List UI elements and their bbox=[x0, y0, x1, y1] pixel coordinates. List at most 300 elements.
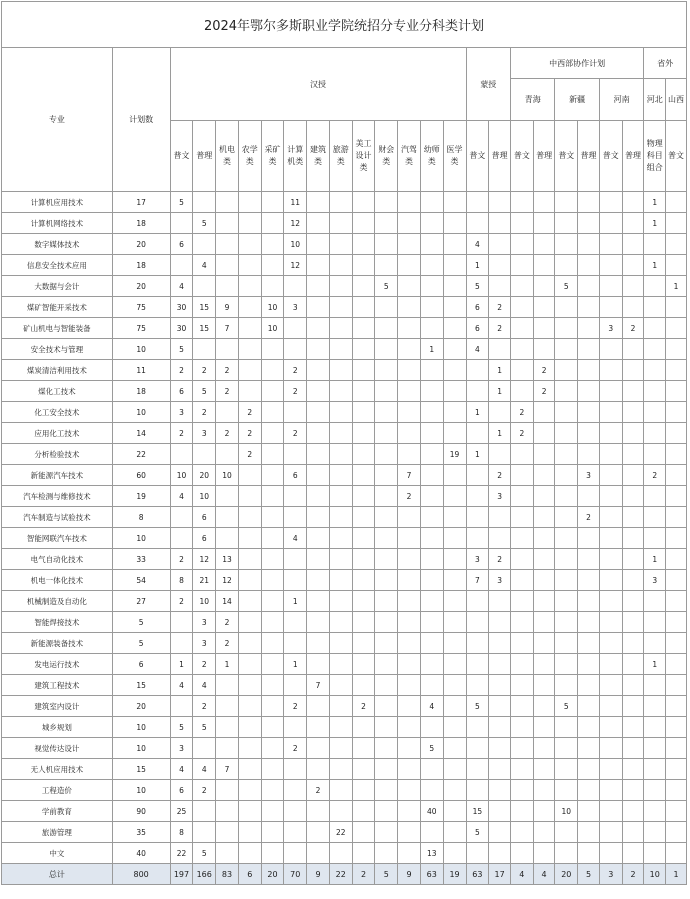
quota-cell bbox=[375, 843, 398, 864]
quota-cell: 4 bbox=[420, 696, 443, 717]
total-cell: 4 bbox=[510, 864, 533, 885]
quota-cell bbox=[170, 255, 193, 276]
quota-cell: 15 bbox=[193, 297, 216, 318]
quota-cell bbox=[599, 696, 622, 717]
quota-cell bbox=[555, 780, 578, 801]
quota-cell bbox=[352, 675, 375, 696]
quota-cell: 2 bbox=[489, 297, 511, 318]
quota-cell bbox=[284, 339, 307, 360]
quota-cell bbox=[216, 717, 239, 738]
major-name: 旅游管理 bbox=[2, 822, 113, 843]
quota-cell bbox=[510, 612, 533, 633]
quota-cell bbox=[622, 591, 644, 612]
quota-cell bbox=[398, 738, 421, 759]
quota-cell: 1 bbox=[489, 423, 511, 444]
quota-cell bbox=[555, 591, 578, 612]
quota-cell bbox=[622, 612, 644, 633]
quota-cell bbox=[216, 675, 239, 696]
quota-cell bbox=[420, 591, 443, 612]
quota-cell bbox=[555, 507, 578, 528]
quota-cell: 1 bbox=[420, 339, 443, 360]
major-name: 智能网联汽车技术 bbox=[2, 528, 113, 549]
quota-cell bbox=[489, 654, 511, 675]
quota-cell bbox=[489, 402, 511, 423]
quota-cell bbox=[375, 591, 398, 612]
quota-cell bbox=[578, 822, 600, 843]
quota-cell bbox=[238, 339, 261, 360]
quota-cell bbox=[420, 549, 443, 570]
quota-cell: 2 bbox=[193, 654, 216, 675]
quota-cell bbox=[466, 528, 489, 549]
quota-cell bbox=[238, 759, 261, 780]
quota-cell bbox=[352, 738, 375, 759]
quota-cell bbox=[352, 444, 375, 465]
quota-cell bbox=[261, 339, 284, 360]
quota-cell bbox=[375, 423, 398, 444]
quota-cell bbox=[622, 801, 644, 822]
quota-cell bbox=[555, 759, 578, 780]
quota-cell bbox=[352, 255, 375, 276]
quota-cell bbox=[533, 234, 555, 255]
quota-cell bbox=[261, 486, 284, 507]
quota-cell bbox=[398, 570, 421, 591]
plan-total: 10 bbox=[112, 738, 170, 759]
quota-cell bbox=[644, 801, 666, 822]
quota-cell bbox=[375, 381, 398, 402]
quota-cell bbox=[443, 801, 466, 822]
column-header: 普文 bbox=[466, 121, 489, 192]
quota-cell bbox=[443, 213, 466, 234]
quota-cell bbox=[555, 717, 578, 738]
quota-cell bbox=[307, 507, 330, 528]
quota-cell bbox=[307, 360, 330, 381]
quota-cell bbox=[599, 192, 622, 213]
quota-cell bbox=[284, 570, 307, 591]
quota-cell bbox=[489, 507, 511, 528]
quota-cell: 13 bbox=[216, 549, 239, 570]
quota-cell bbox=[307, 759, 330, 780]
quota-cell bbox=[666, 402, 687, 423]
quota-cell bbox=[375, 444, 398, 465]
quota-cell bbox=[329, 465, 352, 486]
quota-cell bbox=[489, 591, 511, 612]
quota-cell: 2 bbox=[284, 738, 307, 759]
major-name: 无人机应用技术 bbox=[2, 759, 113, 780]
quota-cell bbox=[666, 339, 687, 360]
quota-cell: 2 bbox=[170, 423, 193, 444]
table-row bbox=[2, 612, 687, 633]
table-row bbox=[2, 780, 687, 801]
quota-cell bbox=[489, 780, 511, 801]
quota-cell: 2 bbox=[284, 423, 307, 444]
quota-cell bbox=[510, 192, 533, 213]
quota-cell bbox=[307, 255, 330, 276]
quota-cell bbox=[352, 192, 375, 213]
quota-cell bbox=[644, 444, 666, 465]
quota-cell bbox=[216, 528, 239, 549]
plan-total: 20 bbox=[112, 276, 170, 297]
quota-cell: 4 bbox=[466, 234, 489, 255]
quota-cell: 5 bbox=[466, 696, 489, 717]
quota-cell bbox=[352, 381, 375, 402]
quota-cell bbox=[443, 465, 466, 486]
quota-cell bbox=[599, 465, 622, 486]
quota-cell bbox=[666, 465, 687, 486]
major-name: 建筑室内设计 bbox=[2, 696, 113, 717]
quota-cell: 14 bbox=[216, 591, 239, 612]
quota-cell bbox=[644, 339, 666, 360]
quota-cell bbox=[622, 234, 644, 255]
quota-cell bbox=[443, 696, 466, 717]
quota-cell: 10 bbox=[216, 465, 239, 486]
quota-cell: 2 bbox=[578, 507, 600, 528]
quota-cell: 13 bbox=[420, 843, 443, 864]
quota-cell: 4 bbox=[193, 675, 216, 696]
column-header: 农学类 bbox=[238, 121, 261, 192]
quota-cell bbox=[375, 717, 398, 738]
quota-cell bbox=[193, 444, 216, 465]
quota-cell bbox=[238, 486, 261, 507]
quota-cell bbox=[666, 654, 687, 675]
major-name: 信息安全技术应用 bbox=[2, 255, 113, 276]
quota-cell bbox=[284, 843, 307, 864]
quota-cell: 2 bbox=[510, 402, 533, 423]
header-qinghai: 青海 bbox=[510, 79, 554, 121]
quota-cell: 2 bbox=[193, 780, 216, 801]
quota-cell: 6 bbox=[170, 234, 193, 255]
quota-cell bbox=[622, 255, 644, 276]
quota-cell: 1 bbox=[489, 381, 511, 402]
quota-cell bbox=[510, 276, 533, 297]
quota-cell bbox=[510, 591, 533, 612]
quota-cell bbox=[261, 738, 284, 759]
quota-cell bbox=[329, 381, 352, 402]
quota-cell bbox=[329, 192, 352, 213]
quota-cell bbox=[466, 654, 489, 675]
quota-cell: 2 bbox=[533, 381, 555, 402]
quota-cell bbox=[622, 675, 644, 696]
quota-cell bbox=[307, 570, 330, 591]
major-name: 智能焊接技术 bbox=[2, 612, 113, 633]
quota-cell bbox=[510, 549, 533, 570]
column-header: 普文 bbox=[170, 121, 193, 192]
plan-total: 15 bbox=[112, 759, 170, 780]
quota-cell bbox=[398, 612, 421, 633]
total-cell: 1 bbox=[666, 864, 687, 885]
plan-total: 10 bbox=[112, 339, 170, 360]
table-row bbox=[2, 843, 687, 864]
quota-cell bbox=[555, 654, 578, 675]
quota-cell: 2 bbox=[216, 423, 239, 444]
quota-cell bbox=[443, 423, 466, 444]
quota-cell bbox=[510, 234, 533, 255]
quota-cell bbox=[622, 738, 644, 759]
quota-cell bbox=[193, 276, 216, 297]
quota-cell bbox=[666, 696, 687, 717]
quota-cell bbox=[666, 192, 687, 213]
table-row bbox=[2, 507, 687, 528]
quota-cell: 4 bbox=[284, 528, 307, 549]
quota-cell bbox=[352, 276, 375, 297]
quota-cell bbox=[284, 675, 307, 696]
table-row bbox=[2, 444, 687, 465]
quota-cell: 4 bbox=[170, 486, 193, 507]
quota-cell bbox=[307, 339, 330, 360]
quota-cell bbox=[466, 759, 489, 780]
quota-cell bbox=[261, 234, 284, 255]
quota-cell bbox=[466, 192, 489, 213]
plan-total: 15 bbox=[112, 675, 170, 696]
major-name: 大数据与会计 bbox=[2, 276, 113, 297]
quota-cell bbox=[307, 801, 330, 822]
quota-cell bbox=[644, 528, 666, 549]
plan-total: 33 bbox=[112, 549, 170, 570]
quota-cell bbox=[599, 549, 622, 570]
quota-cell bbox=[398, 318, 421, 339]
quota-cell bbox=[533, 822, 555, 843]
quota-cell bbox=[352, 822, 375, 843]
quota-cell: 3 bbox=[489, 486, 511, 507]
quota-cell bbox=[489, 255, 511, 276]
quota-cell bbox=[329, 591, 352, 612]
quota-cell bbox=[644, 696, 666, 717]
quota-cell bbox=[238, 297, 261, 318]
quota-cell bbox=[284, 822, 307, 843]
major-name: 数字媒体技术 bbox=[2, 234, 113, 255]
plan-total: 54 bbox=[112, 570, 170, 591]
quota-cell: 3 bbox=[170, 402, 193, 423]
table-row bbox=[2, 696, 687, 717]
table-row bbox=[2, 675, 687, 696]
quota-cell: 2 bbox=[216, 381, 239, 402]
quota-cell bbox=[398, 339, 421, 360]
quota-cell: 2 bbox=[193, 402, 216, 423]
quota-cell bbox=[622, 276, 644, 297]
quota-cell bbox=[578, 654, 600, 675]
quota-cell bbox=[599, 423, 622, 444]
quota-cell bbox=[510, 213, 533, 234]
quota-cell: 6 bbox=[170, 381, 193, 402]
quota-cell bbox=[216, 276, 239, 297]
quota-cell bbox=[170, 696, 193, 717]
total-cell: 63 bbox=[420, 864, 443, 885]
quota-cell bbox=[622, 570, 644, 591]
quota-cell bbox=[329, 297, 352, 318]
quota-cell: 10 bbox=[284, 234, 307, 255]
quota-cell: 2 bbox=[352, 696, 375, 717]
quota-cell bbox=[510, 801, 533, 822]
quota-cell bbox=[489, 192, 511, 213]
quota-cell: 12 bbox=[284, 213, 307, 234]
major-name: 发电运行技术 bbox=[2, 654, 113, 675]
quota-cell bbox=[193, 822, 216, 843]
quota-cell bbox=[375, 654, 398, 675]
quota-cell bbox=[533, 738, 555, 759]
quota-cell bbox=[599, 780, 622, 801]
column-header: 汽驾类 bbox=[398, 121, 421, 192]
plan-total: 35 bbox=[112, 822, 170, 843]
quota-cell bbox=[533, 549, 555, 570]
quota-cell bbox=[533, 318, 555, 339]
table-row bbox=[2, 255, 687, 276]
quota-cell bbox=[443, 822, 466, 843]
quota-cell bbox=[170, 444, 193, 465]
quota-cell bbox=[666, 570, 687, 591]
quota-cell bbox=[329, 423, 352, 444]
major-name: 中文 bbox=[2, 843, 113, 864]
quota-cell bbox=[666, 360, 687, 381]
quota-cell bbox=[466, 717, 489, 738]
quota-cell bbox=[666, 633, 687, 654]
quota-cell bbox=[352, 360, 375, 381]
quota-cell bbox=[398, 402, 421, 423]
table-row bbox=[2, 570, 687, 591]
quota-cell bbox=[510, 717, 533, 738]
total-cell: 20 bbox=[555, 864, 578, 885]
table-row bbox=[2, 381, 687, 402]
quota-cell bbox=[352, 318, 375, 339]
quota-cell bbox=[238, 654, 261, 675]
quota-cell bbox=[261, 213, 284, 234]
quota-cell bbox=[599, 213, 622, 234]
plan-total: 18 bbox=[112, 213, 170, 234]
quota-cell: 6 bbox=[466, 318, 489, 339]
quota-cell bbox=[329, 234, 352, 255]
quota-cell bbox=[352, 486, 375, 507]
table-row bbox=[2, 297, 687, 318]
quota-cell bbox=[261, 717, 284, 738]
quota-cell: 2 bbox=[489, 549, 511, 570]
quota-cell bbox=[398, 192, 421, 213]
quota-cell bbox=[329, 780, 352, 801]
quota-cell bbox=[307, 822, 330, 843]
quota-cell bbox=[510, 696, 533, 717]
major-name: 城乡规划 bbox=[2, 717, 113, 738]
quota-cell bbox=[555, 612, 578, 633]
quota-cell bbox=[375, 612, 398, 633]
quota-cell bbox=[307, 192, 330, 213]
plan-total: 40 bbox=[112, 843, 170, 864]
quota-cell: 5 bbox=[555, 696, 578, 717]
quota-cell bbox=[489, 696, 511, 717]
quota-cell bbox=[489, 276, 511, 297]
quota-cell bbox=[555, 822, 578, 843]
quota-cell bbox=[578, 381, 600, 402]
quota-cell bbox=[375, 570, 398, 591]
quota-cell bbox=[533, 276, 555, 297]
quota-cell bbox=[466, 507, 489, 528]
quota-cell bbox=[307, 549, 330, 570]
quota-cell bbox=[216, 486, 239, 507]
quota-cell bbox=[420, 612, 443, 633]
quota-cell: 7 bbox=[216, 759, 239, 780]
quota-cell bbox=[555, 339, 578, 360]
major-name: 学前教育 bbox=[2, 801, 113, 822]
quota-cell bbox=[216, 843, 239, 864]
quota-cell bbox=[375, 696, 398, 717]
quota-cell bbox=[555, 192, 578, 213]
total-cell: 5 bbox=[578, 864, 600, 885]
quota-cell bbox=[666, 717, 687, 738]
column-header: 美工设计类 bbox=[352, 121, 375, 192]
quota-cell bbox=[622, 822, 644, 843]
quota-cell bbox=[307, 423, 330, 444]
column-header: 建筑类 bbox=[307, 121, 330, 192]
quota-cell bbox=[307, 696, 330, 717]
quota-cell bbox=[352, 654, 375, 675]
quota-cell bbox=[238, 234, 261, 255]
quota-cell bbox=[398, 213, 421, 234]
quota-cell: 3 bbox=[193, 423, 216, 444]
quota-cell bbox=[555, 255, 578, 276]
grand-total: 800 bbox=[112, 864, 170, 885]
quota-cell bbox=[443, 675, 466, 696]
header-henan: 河南 bbox=[599, 79, 643, 121]
quota-cell bbox=[510, 465, 533, 486]
quota-cell bbox=[578, 780, 600, 801]
plan-total: 5 bbox=[112, 633, 170, 654]
quota-cell bbox=[284, 717, 307, 738]
quota-cell bbox=[375, 801, 398, 822]
quota-cell bbox=[261, 570, 284, 591]
plan-total: 5 bbox=[112, 612, 170, 633]
quota-cell: 5 bbox=[170, 192, 193, 213]
quota-cell: 30 bbox=[170, 297, 193, 318]
quota-cell bbox=[420, 507, 443, 528]
quota-cell bbox=[375, 633, 398, 654]
quota-cell: 5 bbox=[170, 717, 193, 738]
quota-cell: 12 bbox=[193, 549, 216, 570]
header-han: 汉授 bbox=[170, 48, 466, 121]
quota-cell bbox=[533, 528, 555, 549]
quota-cell bbox=[238, 465, 261, 486]
quota-cell bbox=[466, 381, 489, 402]
column-header: 普理 bbox=[578, 121, 600, 192]
quota-cell bbox=[375, 780, 398, 801]
quota-cell bbox=[510, 444, 533, 465]
quota-cell bbox=[261, 255, 284, 276]
total-cell: 5 bbox=[375, 864, 398, 885]
quota-cell bbox=[555, 360, 578, 381]
quota-cell bbox=[329, 318, 352, 339]
quota-cell bbox=[352, 591, 375, 612]
quota-cell bbox=[238, 528, 261, 549]
quota-cell bbox=[666, 297, 687, 318]
table-row bbox=[2, 402, 687, 423]
quota-cell bbox=[284, 801, 307, 822]
quota-cell bbox=[329, 675, 352, 696]
quota-cell bbox=[420, 297, 443, 318]
quota-cell bbox=[666, 234, 687, 255]
quota-cell bbox=[307, 318, 330, 339]
quota-cell bbox=[578, 255, 600, 276]
column-header: 计算机类 bbox=[284, 121, 307, 192]
quota-cell bbox=[578, 444, 600, 465]
quota-cell bbox=[329, 507, 352, 528]
quota-cell bbox=[443, 318, 466, 339]
plan-total: 60 bbox=[112, 465, 170, 486]
quota-cell: 5 bbox=[170, 339, 193, 360]
table-row bbox=[2, 192, 687, 213]
table-row bbox=[2, 528, 687, 549]
quota-cell: 2 bbox=[284, 381, 307, 402]
quota-cell bbox=[599, 444, 622, 465]
quota-cell: 4 bbox=[193, 255, 216, 276]
quota-cell: 5 bbox=[466, 276, 489, 297]
major-name: 应用化工技术 bbox=[2, 423, 113, 444]
quota-cell: 1 bbox=[284, 654, 307, 675]
table-row bbox=[2, 549, 687, 570]
